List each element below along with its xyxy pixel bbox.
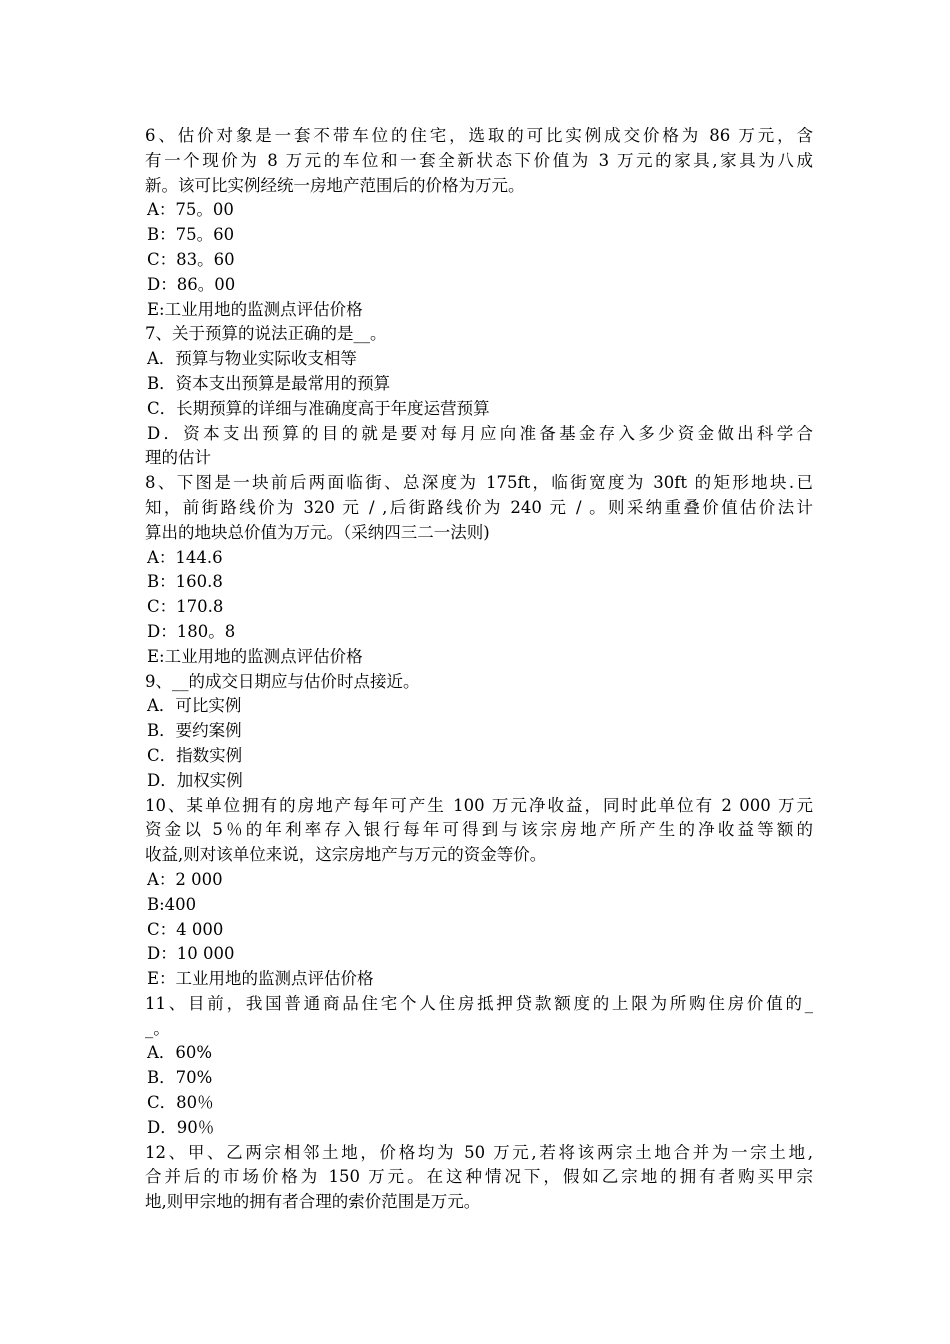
- answer-option: E：工业用地的监测点评估价格: [147, 969, 374, 989]
- answer-option: B．资本支出预算是最常用的预算: [147, 373, 391, 393]
- answer-option: A：144.6: [147, 547, 223, 567]
- question-text-line: _。: [145, 1018, 170, 1038]
- answer-option: D．资本支出预算的目的就是要对每月应向准备基金存入多少资金做出科学合: [147, 423, 813, 443]
- question-6: [145, 124, 813, 322]
- answer-option: C：83。60: [147, 249, 235, 269]
- question-text-line: 知，前街路线价为 320 元 / ,后街路线价为 240 元 / 。则采纳重叠价值估价法计: [145, 497, 813, 517]
- answer-option: A．可比实例: [147, 696, 242, 716]
- question-text-line: 9、__的成交日期应与估价时点接近。: [145, 671, 420, 691]
- answer-option: D．加权实例: [147, 770, 243, 790]
- question-text-line: 收益,则对该单位来说，这宗房地产与万元的资金等价。: [145, 845, 547, 865]
- answer-option: B：160.8: [147, 572, 223, 592]
- question-7: [145, 322, 813, 471]
- answer-option: D．90％: [147, 1117, 215, 1137]
- answer-option: C．指数实例: [147, 745, 243, 765]
- question-text-line: 地,则甲宗地的拥有者合理的索价范围是万元。: [145, 1192, 481, 1212]
- question-text-line: 6、估价对象是一套不带车位的住宅，选取的可比实例成交价格为 86 万元，含: [145, 126, 813, 145]
- answer-option: B：75。60: [147, 225, 235, 245]
- answer-option: C：4 000: [147, 919, 224, 939]
- answer-option: E:工业用地的监测点评估价格: [147, 299, 363, 319]
- answer-option: A．预算与物业实际收支相等: [147, 349, 357, 369]
- answer-option: C：170.8: [147, 597, 224, 617]
- question-text-line: 12、甲、乙两宗相邻土地，价格均为 50 万元,若将该两宗土地合并为一宗土地,: [145, 1142, 813, 1162]
- question-text-line: 8、下图是一块前后两面临街、总深度为 175ft，临街宽度为 30ft 的矩形地块.已: [145, 473, 813, 493]
- answer-option: D：10 000: [147, 944, 235, 964]
- answer-option: A：75。00: [147, 200, 234, 220]
- answer-option: C．长期预算的详细与准确度高于年度运营预算: [147, 398, 490, 418]
- answer-option: D：86。00: [147, 274, 236, 294]
- answer-option: B．要约案例: [147, 721, 242, 741]
- question-11: [145, 992, 813, 1141]
- answer-option: A：2 000: [147, 869, 223, 889]
- answer-option: B．70%: [147, 1068, 213, 1088]
- answer-option: C．80％: [147, 1093, 214, 1113]
- question-text-line: 新。该可比实例经统一房地产范围后的价格为万元。: [145, 175, 525, 195]
- document-body: [145, 124, 813, 1215]
- question-12: [145, 1141, 813, 1215]
- question-10: [145, 794, 813, 992]
- answer-option: A．60%: [147, 1043, 213, 1063]
- question-8: [145, 471, 813, 669]
- question-text-line: 11、目前，我国普通商品住宅个人住房抵押贷款额度的上限为所购住房价值的_: [145, 993, 813, 1013]
- question-text-line: 7、关于预算的说法正确的是__。: [145, 324, 387, 344]
- answer-option: E:工业用地的监测点评估价格: [147, 646, 363, 666]
- answer-option: B:400: [147, 894, 197, 914]
- question-text-line: 有一个现价为 8 万元的车位和一套全新状态下价值为 3 万元的家具,家具为八成: [145, 150, 813, 170]
- question-text-line: 合并后的市场价格为 150 万元。在这种情况下，假如乙宗地的拥有者购买甲宗: [145, 1167, 813, 1187]
- question-9: [145, 670, 813, 794]
- question-text-line: 资金以 5％的年利率存入银行每年可得到与该宗房地产所产生的净收益等额的: [145, 820, 813, 840]
- question-text-line: 10、某单位拥有的房地产每年可产生 100 万元净收益，同时此单位有 2 000 万元: [145, 795, 813, 815]
- question-text-line: 算出的地块总价值为万元。（采纳四三二一法则): [145, 522, 490, 542]
- answer-option-continuation: 理的估计: [145, 448, 211, 468]
- answer-option: D：180。8: [147, 621, 236, 641]
